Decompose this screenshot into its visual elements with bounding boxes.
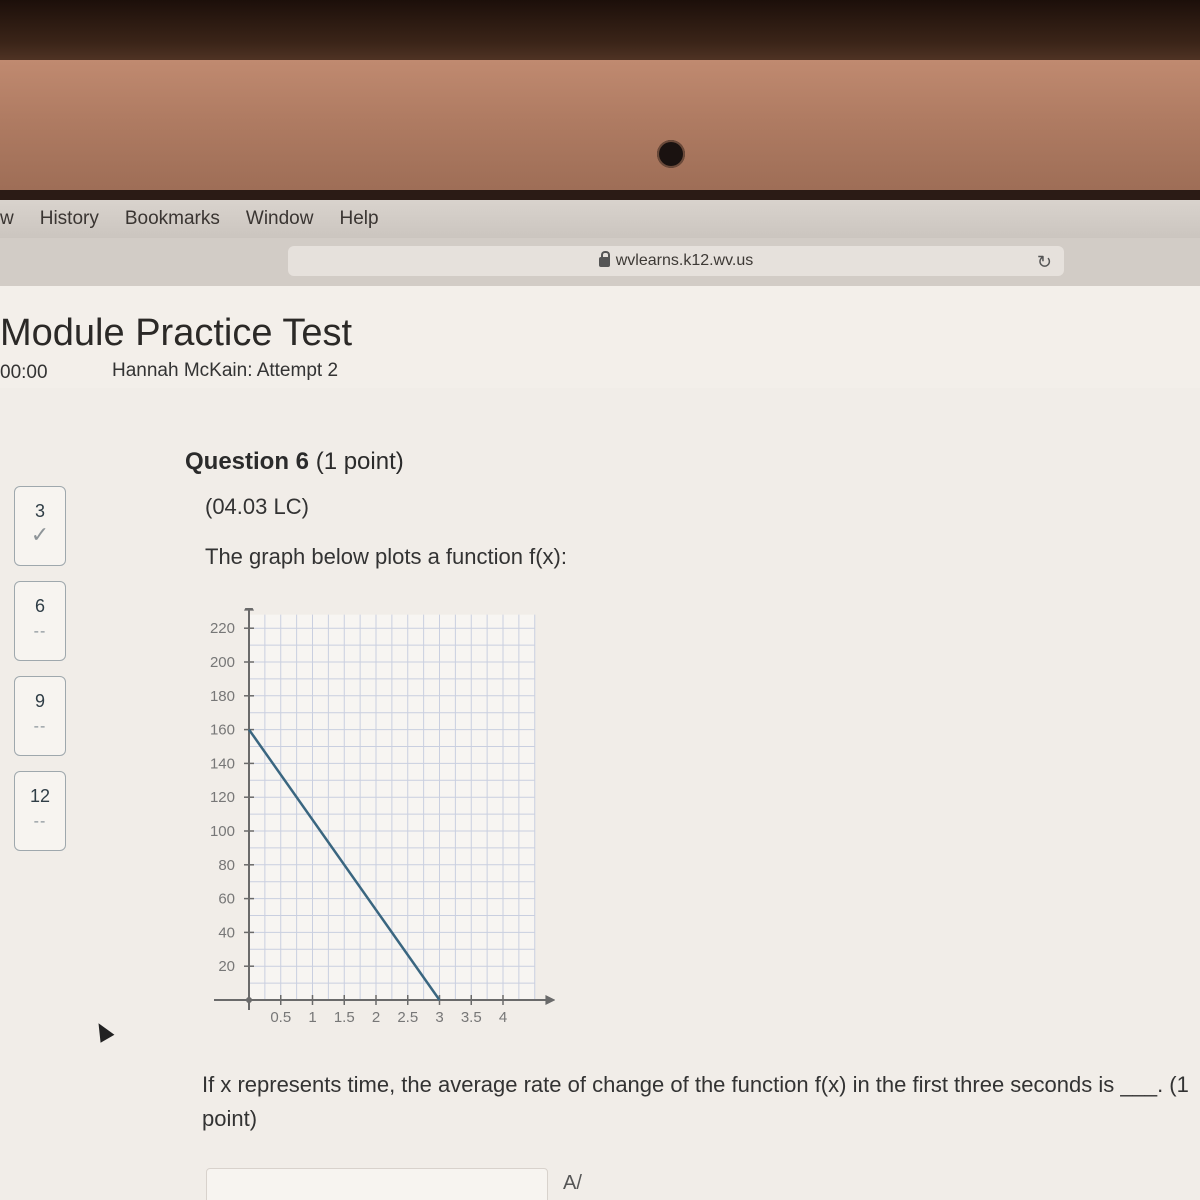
screen [0, 200, 1200, 1200]
x-axis-arrow [545, 995, 555, 1005]
y-tick-label: 180 [209, 687, 235, 705]
y-tick-label: 220 [209, 620, 235, 638]
x-tick-label: 0.5 [270, 1009, 292, 1026]
page-header [0, 286, 1200, 389]
question-nav-9[interactable]: 9 -- [14, 676, 66, 756]
y-tick-label: 200 [209, 654, 235, 671]
question-title: Question 6 (1 point) [185, 448, 404, 475]
y-tick-label: 120 [209, 789, 235, 807]
reload-icon[interactable]: ↻ [1036, 252, 1052, 272]
y-tick-label: 80 [218, 856, 235, 874]
address-bar[interactable] [288, 246, 1064, 276]
y-tick-label: 140 [209, 755, 235, 773]
laptop-bezel [0, 60, 1200, 200]
y-tick-label: 100 [209, 823, 235, 840]
question-nav-6[interactable]: 6 -- [14, 581, 66, 661]
question-nav-3[interactable]: 3 ✓ [14, 486, 66, 566]
answer-input[interactable] [206, 1168, 548, 1200]
url-text: wvlearns.k12.wv.us [615, 252, 754, 269]
y-tick-label: 40 [218, 924, 235, 942]
timer: 00:00 [0, 362, 48, 383]
check-icon: ✓ [30, 522, 50, 547]
menu-item-view[interactable]: w [0, 208, 14, 229]
function-graph [195, 608, 555, 1028]
y-axis-arrow [244, 608, 254, 611]
font-format-icon[interactable]: A/ [563, 1172, 582, 1194]
question-prompt: The graph below plots a function f(x): [205, 544, 567, 569]
question-text: If x represents time, the average rate of change of the function f(x) in the first three seconds is ___. (1 point) [202, 1072, 1189, 1131]
attempt-label: Hannah McKain: Attempt 2 [112, 360, 339, 381]
x-tick-label: 3.5 [460, 1009, 482, 1026]
menu-bar [0, 200, 1200, 238]
menu-item-history[interactable]: History [39, 208, 99, 229]
mouse-cursor-icon [92, 1019, 115, 1043]
y-tick-label: 20 [218, 958, 235, 976]
camera-icon [657, 140, 685, 168]
x-tick-label: 3 [435, 1009, 444, 1026]
lock-icon [599, 257, 610, 267]
y-tick-label: 160 [209, 721, 235, 739]
x-tick-label: 2 [371, 1009, 381, 1026]
menu-item-bookmarks[interactable]: Bookmarks [124, 208, 220, 229]
page-title: Module Practice Test [0, 312, 353, 354]
question-code: (04.03 LC) [205, 494, 309, 519]
question-area [0, 388, 1200, 1200]
question-nav-12[interactable]: 12 -- [14, 771, 66, 851]
origin-point [246, 997, 252, 1003]
x-tick-label: 1 [308, 1009, 317, 1026]
browser-toolbar [0, 238, 1200, 287]
x-tick-label: 1.5 [333, 1009, 355, 1026]
y-tick-label: 60 [218, 890, 235, 908]
x-tick-label: 4 [498, 1009, 508, 1026]
menu-item-window[interactable]: Window [245, 208, 314, 229]
x-tick-label: 2.5 [397, 1009, 419, 1026]
menu-item-help[interactable]: Help [339, 208, 379, 229]
